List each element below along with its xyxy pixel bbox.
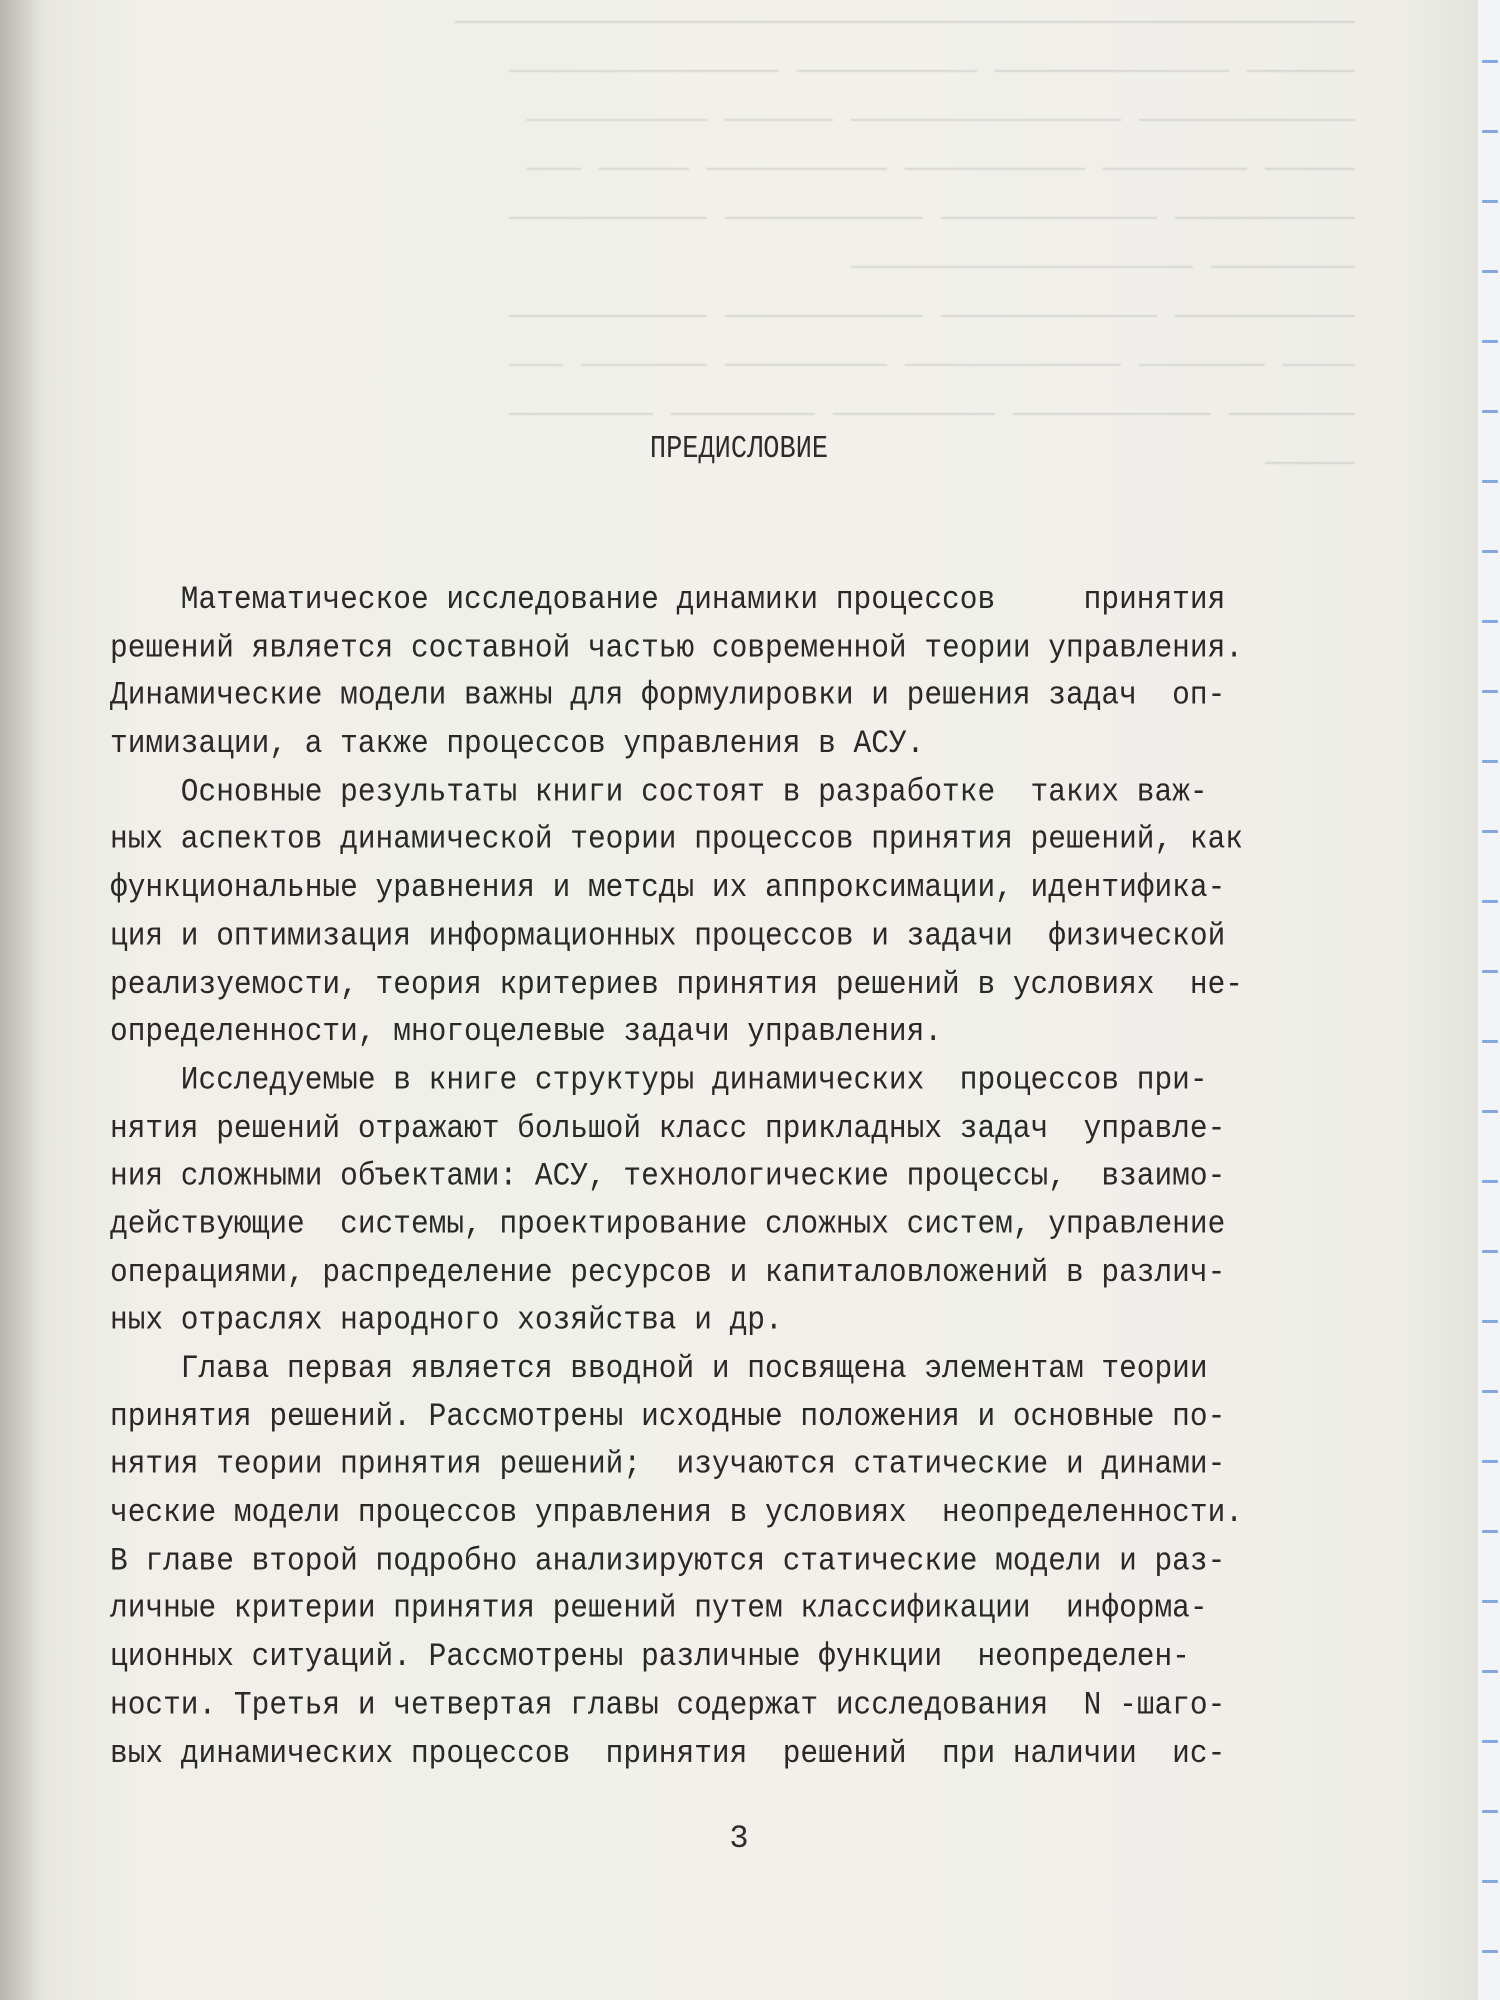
edge-mark: [1482, 1740, 1498, 1743]
text-line: решений является составной частью современной теории управления.: [110, 628, 1243, 666]
text-line: нятия решений отражают большой класс прикладных задач управле-: [110, 1109, 1226, 1147]
notebook-edge: [1478, 0, 1500, 2000]
edge-mark: [1482, 1180, 1498, 1183]
edge-mark: [1482, 1460, 1498, 1463]
text-line: ности. Третья и четвертая главы содержат исследования N -шаго-: [110, 1685, 1226, 1724]
text-line: Исследуемые в книге структуры динамических процессов при-: [110, 1060, 1208, 1099]
text-line: В главе второй подробно анализируются статические модели и раз-: [110, 1541, 1226, 1579]
bleed-through-text: ────────────────────────────────────────────────── ────── ───────────── ────────── ─────────────── ──────────── ─────────────── ────── ────────── ───── ──────── ────────── ────────── ───── ─── ────────── ──────────── ─────────── ─────────── ──────── ─────────────────── ────────── ──────────── ─────────── ─────────── ──── ─────── ──────────── ───────── ─────── ─── ─────── ─────────── ───────── ──────── ──────── ─────: [454, 7, 1355, 480]
edge-mark: [1482, 550, 1498, 553]
edge-mark: [1482, 1320, 1498, 1323]
text-line: ция и оптимизация информационных процессов и задачи физической: [110, 916, 1226, 955]
edge-mark: [1482, 1880, 1498, 1883]
edge-mark: [1482, 480, 1498, 483]
text-line: операциями, распределение ресурсов и капиталовложений в различ-: [110, 1253, 1226, 1291]
body-text: [110, 576, 1310, 1777]
text-line: реализуемости, теория критериев принятия решений в условиях не-: [110, 964, 1243, 1003]
text-line: ния сложными объектами: АСУ, технологические процессы, взаимо-: [110, 1157, 1226, 1195]
edge-mark: [1482, 60, 1498, 63]
text-line: принятия решений. Рассмотрены исходные положения и основные по-: [110, 1397, 1226, 1435]
text-line: функциональные уравнения и метсды их аппроксимации, идентифика-: [110, 868, 1226, 907]
text-line: нятия теории принятия решений; изучаются статические и динами-: [110, 1445, 1226, 1483]
edge-mark: [1482, 1530, 1498, 1533]
text-line: ных отраслях народного хозяйства и др.: [110, 1301, 783, 1339]
edge-mark: [1482, 200, 1498, 203]
text-line: Динамические модели важны для формулировки и решения задач оп-: [110, 676, 1226, 714]
edge-mark: [1482, 1600, 1498, 1603]
text-line: вых динамических процессов принятия решений при наличии ис-: [110, 1733, 1226, 1772]
text-line: тимизации, а также процессов управления в АСУ.: [110, 724, 925, 762]
edge-mark: [1482, 130, 1498, 133]
edge-mark: [1482, 830, 1498, 833]
text-line: определенности, многоцелевые задачи управления.: [110, 1012, 943, 1051]
text-line: Глава первая является вводной и посвящена элементам теории: [110, 1349, 1208, 1387]
text-line: Математическое исследование динамики процессов принятия: [110, 580, 1226, 618]
edge-mark: [1482, 970, 1498, 973]
edge-mark: [1482, 1040, 1498, 1043]
edge-mark: [1482, 620, 1498, 623]
edge-mark: [1482, 1810, 1498, 1813]
edge-mark: [1482, 1670, 1498, 1673]
text-line: ческие модели процессов управления в условиях неопределенности.: [110, 1493, 1243, 1531]
spine-shadow: [0, 0, 45, 2000]
edge-mark: [1482, 760, 1498, 763]
edge-mark: [1482, 1390, 1498, 1393]
page-number: 3: [729, 1820, 749, 1857]
edge-mark: [1482, 410, 1498, 413]
edge-mark: [1482, 270, 1498, 273]
text-line: Основные результаты книги состоят в разработке таких важ-: [110, 772, 1208, 811]
section-heading: ПРЕДИСЛОВИЕ: [649, 432, 829, 468]
edge-mark: [1482, 690, 1498, 693]
edge-mark: [1482, 1110, 1498, 1113]
edge-mark: [1482, 1250, 1498, 1253]
edge-mark: [1482, 900, 1498, 903]
text-line: личные критерии принятия решений путем классификации информа-: [110, 1589, 1208, 1627]
edge-mark: [1482, 1950, 1498, 1953]
text-line: ных аспектов динамической теории процессов принятия решений, как: [110, 820, 1243, 859]
edge-mark: [1482, 340, 1498, 343]
text-line: ционных ситуаций. Рассмотрены различные функции неопределен-: [110, 1637, 1190, 1676]
text-line: действующие системы, проектирование сложных систем, управление: [110, 1205, 1226, 1243]
